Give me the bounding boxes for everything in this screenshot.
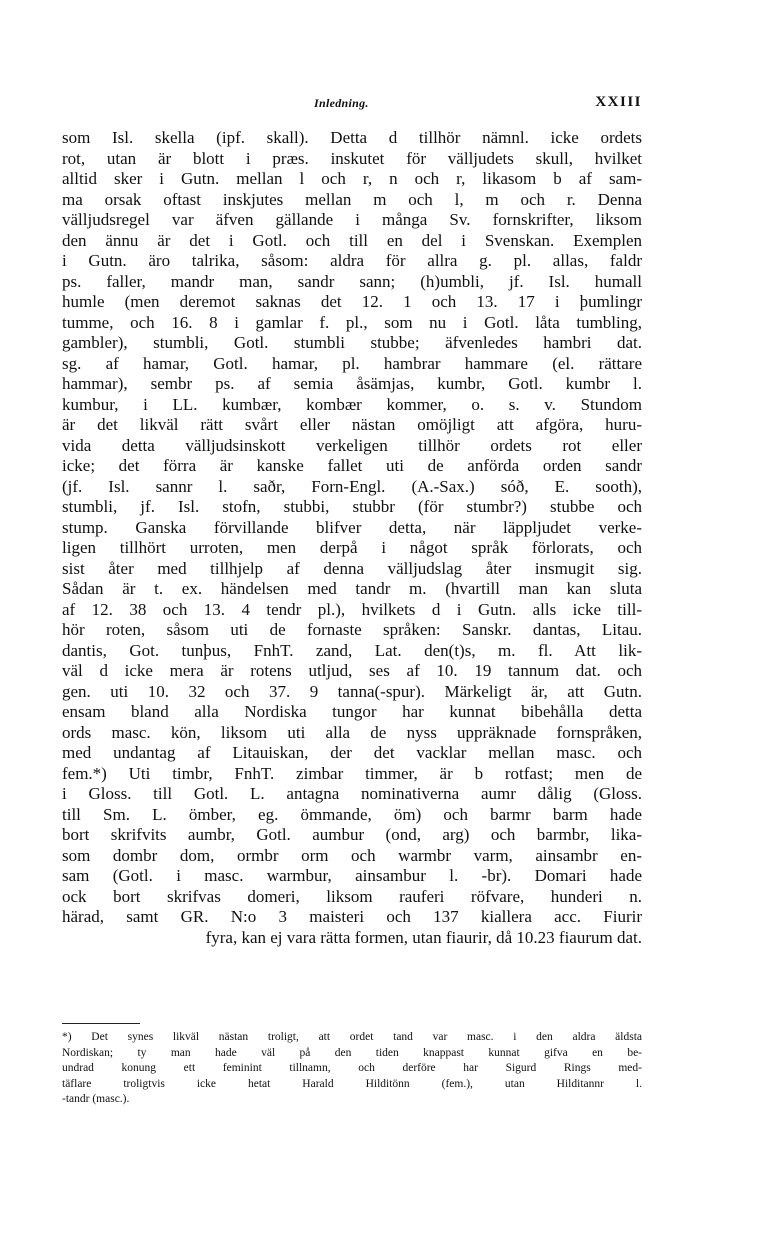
body-line: (jf. Isl. sannr l. saðr, Forn-Engl. (A.-Sax.) sóð, E. sooth),: [62, 476, 642, 496]
body-line: gambler), stumbli, Gotl. stumbli stubbe; äfvenledes hambri dat.: [62, 333, 642, 352]
body-line: tumme, och 16. 8 i gamlar f. pl., som nu i Gotl. låta tumbling,: [62, 312, 642, 332]
body-line: i Gutn. äro talrika, såsom: aldra för allra g. pl. allas, faldr: [62, 251, 642, 270]
body-line: härad, samt GR. N:o 3 maisteri och 137 kiallera acc. Fiurir: [62, 907, 642, 926]
footnote-line: *) Det synes likväl nästan troligt, att ordet tand var masc. i den aldra äldsta: [62, 1031, 642, 1043]
page-number: XXIII: [595, 94, 642, 110]
body-line: ock bort skrifvas domeri, liksom rauferi röfvare, hunderi n.: [62, 886, 642, 906]
body-line: i Gloss. till Gotl. L. antagna nominativerna aumr dålig (Gloss.: [62, 784, 642, 803]
body-line: hammar), sembr ps. af semia åsämjas, kumbr, Gotl. kumbr l.: [62, 374, 642, 393]
body-line: alltid sker i Gutn. mellan l och r, n och r, likasom b af sam-: [62, 169, 642, 188]
body-line: kumbur, i LL. kumbær, kombær kommer, o. s. v. Stundom: [62, 394, 642, 414]
body-line: icke; det förra är kanske fallet uti de anförda orden sandr: [62, 456, 642, 475]
body-line: välljudsregel var äfven gällande i många Sv. fornskrifter, liksom: [62, 210, 642, 229]
body-line: som Isl. skella (ipf. skall). Detta d tillhör nämnl. icke ordets: [62, 128, 642, 147]
body-line: humle (men deremot saknas det 12. 1 och 13. 17 i þumlingr: [62, 292, 642, 311]
body-line: stumbli, jf. Isl. stofn, stubbi, stubbr (för stumbr?) stubbe och: [62, 497, 642, 516]
body-line: fyra, kan ej vara rätta formen, utan fiaurir, då 10.23 fiaurum dat.: [205, 927, 642, 947]
body-line: Sådan är t. ex. händelsen med tandr m. (hvartill man kan sluta: [62, 579, 642, 598]
body-line: med undantag af Litauiskan, der det vacklar mellan masc. och: [62, 743, 642, 762]
footnote-line: täflare troligtvis icke hetat Harald Hilditönn (fem.), utan Hilditannr l.: [62, 1077, 642, 1090]
body-line: af 12. 38 och 13. 4 tendr pl.), hvilkets d i Gutn. alls icke till-: [62, 599, 642, 619]
footnote: [62, 1030, 642, 1108]
body-line: ensam bland alla Nordiska tungor har kunnat bibehålla detta: [62, 702, 642, 721]
footnote-line: Nordiskan; ty man hade väl på den tiden knappast kunnat gifva en be-: [62, 1046, 642, 1059]
body-line: vida detta välljudsinskott verkeligen tillhör ordets rot eller: [62, 435, 642, 455]
body-line: sist åter med tillhjelp af denna välljudslag åter insmugit sig.: [62, 558, 642, 578]
body-line: rot, utan är blott i præs. inskutet för välljudets skull, hvilket: [62, 148, 642, 168]
footnote-divider: [62, 1023, 140, 1024]
body-line: fem.*) Uti timbr, FnhT. zimbar timmer, är b rotfast; men de: [62, 763, 642, 783]
body-line: sg. af hamar, Gotl. hamar, pl. hambrar hammare (el. rättare: [62, 353, 642, 373]
body-line: ps. faller, mandr man, sandr sann; (h)umbli, jf. Isl. humall: [62, 271, 642, 291]
body-line: ords masc. kön, liksom uti alla de nyss uppräknade fornspråken,: [62, 722, 642, 742]
body-line: som dombr dom, ormbr orm och warmbr varm, ainsambr en-: [62, 845, 642, 865]
body-line: bort skrifvits aumbr, Gotl. aumbur (ond, arg) och barmbr, lika-: [62, 825, 642, 844]
page-header: [62, 90, 642, 120]
body-line: är det likväl rätt svårt eller nästan omöjligt att afgöra, huru-: [62, 415, 642, 434]
body-text: [62, 128, 642, 948]
body-line: dantis, Got. tunþus, FnhT. zand, Lat. den(t)s, m. fl. Att lik-: [62, 640, 642, 660]
running-title: Inledning.: [314, 96, 369, 110]
body-line: väl d icke mera är rotens utljud, ses af 10. 19 tannum dat. och: [62, 661, 642, 680]
footnote-line: -tandr (masc.).: [62, 1093, 130, 1105]
body-line: hör roten, såsom uti de fornaste språken: Sanskr. dantas, Litau.: [62, 620, 642, 639]
body-line: ma orsak oftast inskjutes mellan m och l, m och r. Denna: [62, 189, 642, 209]
body-line: stump. Ganska förvillande blifver detta, när läppljudet verke-: [62, 517, 642, 537]
body-line: till Sm. L. ömber, eg. ömmande, öm) och barmr barm hade: [62, 804, 642, 824]
body-line: sam (Gotl. i masc. warmbur, ainsambur l. -br). Domari hade: [62, 866, 642, 885]
footnote-line: undrad konung ett feminint tillnamn, och derföre har Sigurd Rings med-: [62, 1062, 642, 1074]
body-line: ligen tillhört urroten, men derpå i något språk förlorats, och: [62, 538, 642, 557]
body-line: gen. uti 10. 32 och 37. 9 tanna(-spur). Märkeligt är, att Gutn.: [62, 681, 642, 701]
body-line: den ännu är det i Gotl. och till en del i Svenskan. Exemplen: [62, 230, 642, 250]
